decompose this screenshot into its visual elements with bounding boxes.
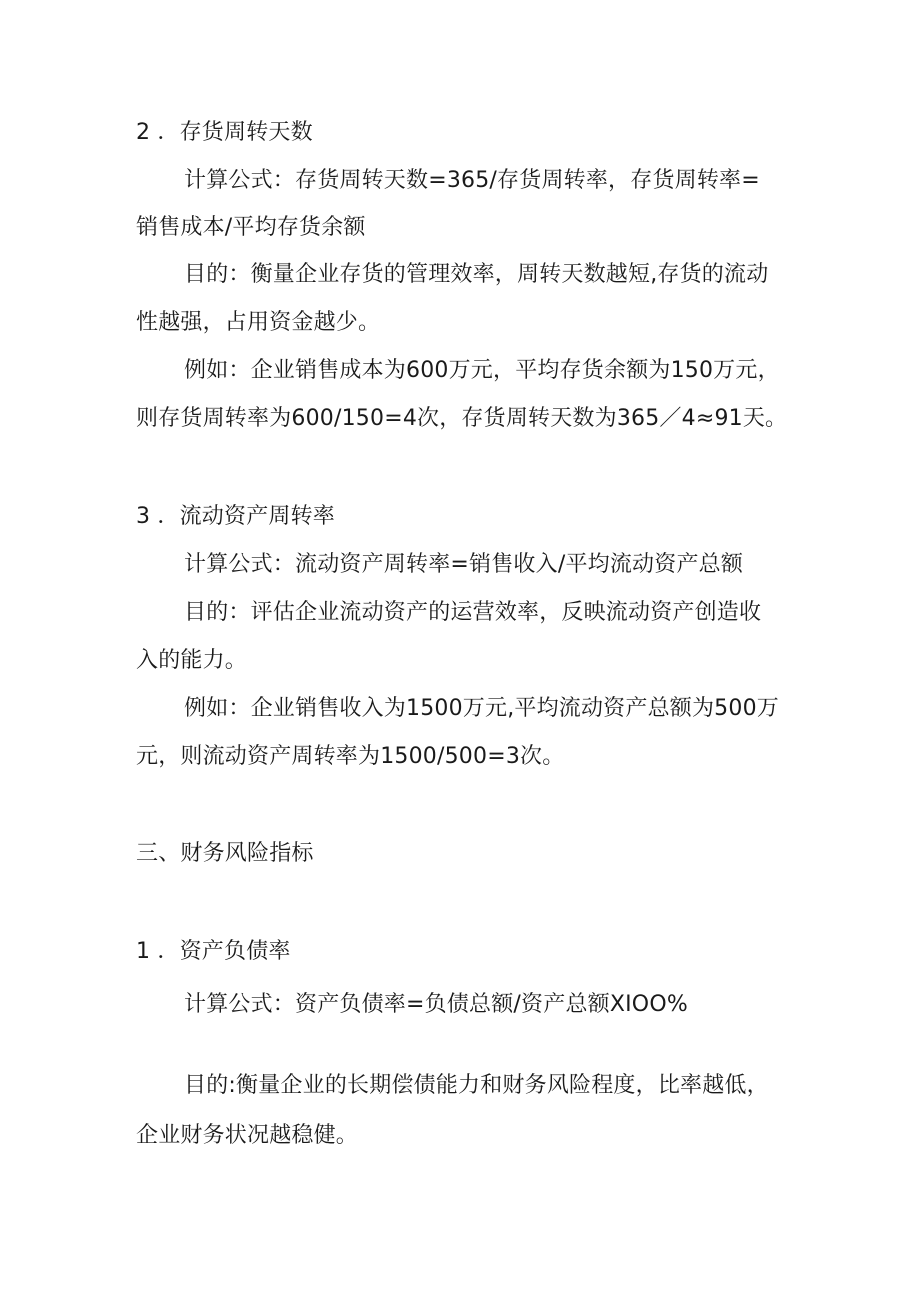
purpose-line: 入的能力。: [136, 648, 248, 673]
chapter-heading-financial-risk: 三、财务风险指标: [136, 841, 314, 866]
example-line: 例如：企业销售收入为1500万元,平均流动资产总额为500万: [184, 696, 779, 721]
formula-line: 计算公式：存货周转天数=365/存货周转率，存货周转率=: [184, 168, 760, 193]
purpose-line: 性越强，占用资金越少。: [136, 310, 381, 335]
section-heading-inventory-turnover-days: 2 ．存货周转天数: [136, 120, 313, 145]
purpose-line: 目的：评估企业流动资产的运营效率，反映流动资产创造收: [184, 600, 762, 625]
section-heading-current-asset-turnover: 3 ．流动资产周转率: [136, 504, 335, 529]
formula-line: 计算公式：流动资产周转率=销售收入/平均流动资产总额: [184, 552, 744, 577]
section-heading-debt-ratio: 1 ．资产负债率: [136, 939, 291, 964]
example-line: 元，则流动资产周转率为1500/500=3次。: [136, 744, 565, 769]
purpose-line: 目的：衡量企业存货的管理效率，周转天数越短,存货的流动: [184, 262, 769, 287]
example-line: 则存货周转率为600/150=4次，存货周转天数为365／4≈91天。: [136, 406, 788, 431]
formula-line: 销售成本/平均存货余额: [136, 215, 366, 240]
purpose-line: 目的:衡量企业的长期偿债能力和财务风险程度，比率越低，: [184, 1073, 769, 1098]
purpose-line: 企业财务状况越稳健。: [136, 1123, 359, 1148]
formula-line: 计算公式：资产负债率=负债总额/资产总额XIOO%: [184, 992, 688, 1017]
example-line: 例如：企业销售成本为600万元，平均存货余额为150万元，: [184, 358, 780, 383]
